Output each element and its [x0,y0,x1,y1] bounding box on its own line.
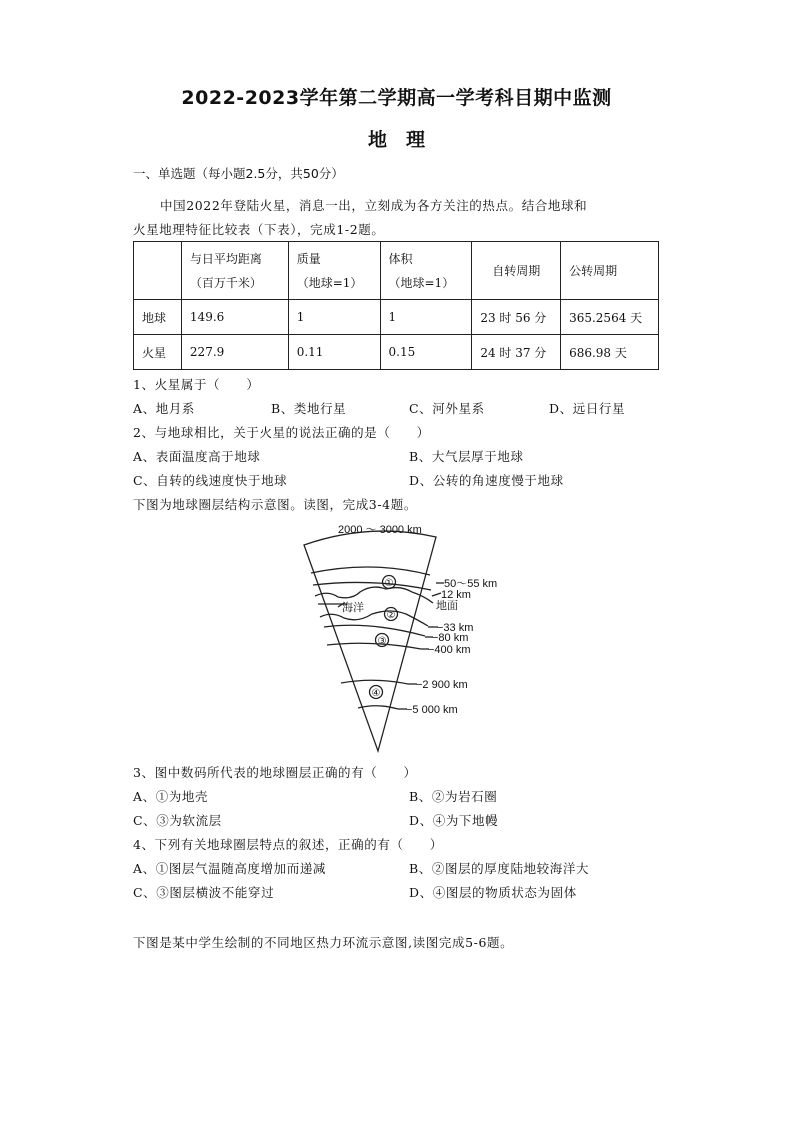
q3-option-d: D、④为下地幔 [409,813,499,828]
intro-line-1: 中国2022年登陆火星，消息一出，立刻成为各方关注的热点。结合地球和 [160,198,588,213]
table-header-row [134,242,659,300]
depth-label: 12 km [441,589,471,601]
q2-option-c: C、自转的线速度快于地球 [133,473,288,488]
depth-label: −400 km [428,644,471,656]
layer-number: ③ [377,636,387,647]
layer-line [341,680,408,684]
table-cell: 227.9 [181,335,288,370]
layer-line [313,582,431,590]
comparison-table [133,241,659,370]
table-header-cell: 体积 （地球=1） [380,242,472,300]
depth-label: −2 900 km [416,679,468,691]
wedge-outline [304,531,436,751]
q2-option-b: B、大气层厚于地球 [409,449,524,464]
q3-option-b: B、②为岩石圈 [409,789,498,804]
table-cell: 365.2564 天 [561,300,659,335]
layer-number: ④ [371,688,381,699]
q1-option-b: B、类地行星 [271,401,347,416]
section-heading: 一、单选题（每小题2.5分，共50分） [133,166,344,181]
leader-line [432,593,441,596]
ocean-label: 海洋 [342,602,364,614]
diagram-top-label: 2000 ～ 3000 km [338,524,422,536]
q4-option-c: C、③图层横波不能穿过 [133,885,275,900]
document-title: 2022-2023学年第二学期高一学考科目期中监测 [181,87,612,109]
table-cell: 23 时 56 分 [472,300,561,335]
depth-label: 地面 [436,600,458,612]
q4-option-b: B、②图层的厚度陆地较海洋大 [409,861,590,876]
table-header-cell: 自转周期 [472,242,561,300]
depth-label: −33 km [437,622,474,634]
intro-line-2: 火星地理特征比较表（下表），完成1-2题。 [133,222,385,237]
q1-option-d: D、远日行星 [549,401,626,416]
question-2-stem: 2、与地球相比，关于火星的说法正确的是（ ） [133,425,430,440]
table-header-cell: 公转周期 [561,242,659,300]
ground-line [315,587,433,603]
layer-number: ② [386,610,396,621]
table-header-cell: 质量 （地球=1） [288,242,380,300]
q4-option-d: D、④图层的物质状态为固体 [409,885,577,900]
table-cell: 火星 [134,335,182,370]
q4-option-a: A、①图层气温随高度增加而递减 [133,861,327,876]
depth-label: −80 km [432,632,469,644]
table-cell: 24 时 37 分 [472,335,561,370]
table-header-cell [134,242,182,300]
layer-line [320,611,428,626]
diagram-intro: 下图为地球圈层结构示意图。读图，完成3-4题。 [133,497,417,512]
table-header-cell: 与日平均距离 （百万千米） [181,242,288,300]
question-4-stem: 4、下列有关地球圈层特点的叙述，正确的有（ ） [133,837,443,852]
table-cell: 1 [288,300,380,335]
q1-option-c: C、河外星系 [409,401,485,416]
question-3-stem: 3、图中数码所代表的地球圈层正确的有（ ） [133,765,417,780]
q2-option-a: A、表面温度高于地球 [133,449,261,464]
table-cell: 0.15 [380,335,472,370]
table-cell: 149.6 [181,300,288,335]
layer-number: ① [384,578,394,589]
q3-option-a: A、①为地壳 [133,789,209,804]
table-cell: 0.11 [288,335,380,370]
earth-layers-diagram [290,516,520,756]
subject-title: 地 理 [367,129,425,151]
q3-option-c: C、③为软流层 [133,813,222,828]
q1-option-a: A、地月系 [133,401,196,416]
layer-line [358,706,398,709]
table-row [134,300,659,335]
depth-label: 50～55 km [444,578,498,590]
heat-circulation-intro: 下图是某中学生绘制的不同地区热力环流示意图,读图完成5-6题。 [133,935,514,950]
question-1-stem: 1、火星属于（ ） [133,377,260,392]
table-cell: 1 [380,300,472,335]
table-row [134,335,659,370]
layer-line [311,567,430,575]
q2-option-d: D、公转的角速度慢于地球 [409,473,564,488]
table-cell: 地球 [134,300,182,335]
depth-label: −5 000 km [406,704,458,716]
table-cell: 686.98 天 [561,335,659,370]
